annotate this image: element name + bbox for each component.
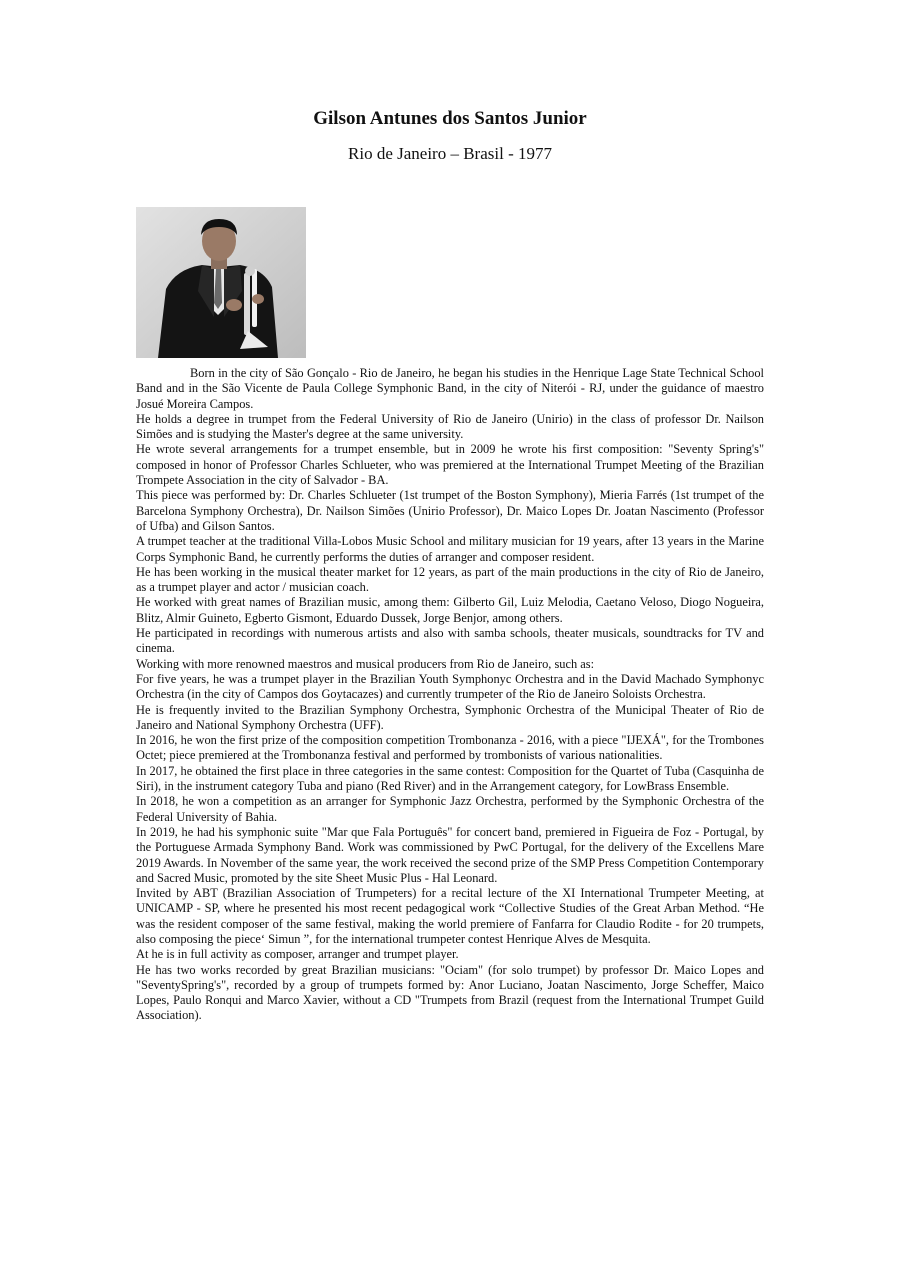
paragraph: Invited by ABT (Brazilian Association of Trumpeters) for a recital lecture of the XI International Trumpeter Meeting, at UNICAMP - SP, where he presented his most recent pedagogical work “Collective Studies of the Great Arban Method. “He was the resident composer of the same festival, making the world premiere of Fanfarra for Claudio Rodite - for 20 trumpets, also composing the piece‘ Simun ”, for the international trumpeter contest Henrique Alves de Mesquita. — [136, 886, 764, 946]
paragraph: For five years, he was a trumpet player in the Brazilian Youth Symphonyc Orchestra and in the David Machado Symphonyc Orchestra (in the city of Campos dos Goytacazes) and currently trumpeter of the Rio de Janeiro Soloists Orchestra. — [136, 671, 764, 702]
paragraph: He has been working in the musical theater market for 12 years, as part of the main productions in the city of Rio de Janeiro, as a trumpet player and actor / musician coach. — [136, 564, 764, 595]
portrait-photo-icon — [136, 207, 306, 358]
paragraph: At he is in full activity as composer, arranger and trumpet player. — [136, 947, 459, 962]
portrait-photo — [136, 207, 306, 358]
paragraph: This piece was performed by: Dr. Charles Schlueter (1st trumpet of the Boston Symphony), Mieria Farrés (1st trumpet of the Barcelona Symphony Orchestra), Dr. Nailson Simões (Unirio Professor), Dr. Maico Lopes Dr. Joatan Nascimento (Professor of Ufba) and Gilson Santos. — [136, 488, 764, 533]
paragraph: Working with more renowned maestros and musical producers from Rio de Janeiro, such as: — [136, 656, 595, 671]
paragraph: In 2019, he had his symphonic suite "Mar que Fala Português" for concert band, premiered in Figueira de Foz - Portugal, by the Portuguese Armada Symphony Band. Work was commissioned by PwC Portugal, for the delivery of the Excellens Mare 2019 Awards. In November of the same year, the work received the second prize of the SMP Press Competition Contemporary and Sacred Music, promoted by the site Sheet Music Plus - Hal Leonard. — [136, 824, 764, 885]
paragraph: He worked with great names of Brazilian music, among them: Gilberto Gil, Luiz Melodia, Caetano Veloso, Diogo Nogueira, Blitz, Almir Guineto, Egberto Gismont, Eduardo Dussek, Jorge Benjor, among others. — [136, 595, 764, 625]
paragraph: He holds a degree in trumpet from the Federal University of Rio de Janeiro (Unirio) in the class of professor Dr. Nailson Simões and is studying the Master's degree at the same university. — [136, 411, 764, 442]
paragraph: Born in the city of São Gonçalo - Rio de Janeiro, he began his studies in the Henrique Lage State Technical School Band and in the São Vicente de Paula College Symphonic Band, in the city of Niterói - RJ, under the guidance of maestro Josué Moreira Campos. — [136, 366, 764, 411]
page-subtitle: Rio de Janeiro – Brasil - 1977 — [348, 144, 552, 163]
page-title: Gilson Antunes dos Santos Junior — [313, 108, 587, 129]
paragraph: He is frequently invited to the Brazilian Symphony Orchestra, Symphonic Orchestra of the Municipal Theater of Rio de Janeiro and National Symphony Orchestra (UFF). — [136, 702, 764, 732]
paragraph: A trumpet teacher at the traditional Villa-Lobos Music School and military musician for 19 years, after 13 years in the Marine Corps Symphonic Band, he currently performs the duties of arranger and composer resident. — [136, 534, 764, 564]
paragraph: He has two works recorded by great Brazilian musicians: "Ociam" (for solo trumpet) by professor Dr. Maico Lopes and "SeventySpring's", recorded by a group of trumpets formed by: Anor Luciano, Joatan Nascimento, Jorge Scheffer, Maico Lopes, Paulo Ronqui and Marco Xavier, without a CD "Trumpets from Brazil (request from the International Trumpet Guild Association). — [136, 962, 764, 1023]
paragraph: In 2016, he won the first prize of the composition competition Trombonanza - 2016, with a piece "IJEXÁ", for the Trombones Octet; piece premiered at the Trombonanza festival and performed by trombonists of various nationalities. — [136, 733, 764, 763]
paragraph: In 2017, he obtained the first place in three categories in the same contest: Composition for the Quartet of Tuba (Casquinha de Siri), in the instrument category Tuba and piano (Red River) and in the Arrangement category, for LowBrass Ensemble. — [136, 763, 764, 794]
paragraph: He participated in recordings with numerous artists and also with samba schools, theater musicals, soundtracks for TV and cinema. — [136, 626, 764, 656]
biography-text — [136, 366, 764, 1024]
paragraph: He wrote several arrangements for a trumpet ensemble, but in 2009 he wrote his first composition: "Seventy Spring's" composed in honor of Professor Charles Schlueter, who was premiered at the International Trumpet Meeting of the Brazilian Trompete Association in the city of Salvador - BA. — [136, 442, 764, 488]
paragraph: In 2018, he won a competition as an arranger for Symphonic Jazz Orchestra, performed by the Symphonic Orchestra of the Federal University of Bahia. — [136, 794, 764, 824]
